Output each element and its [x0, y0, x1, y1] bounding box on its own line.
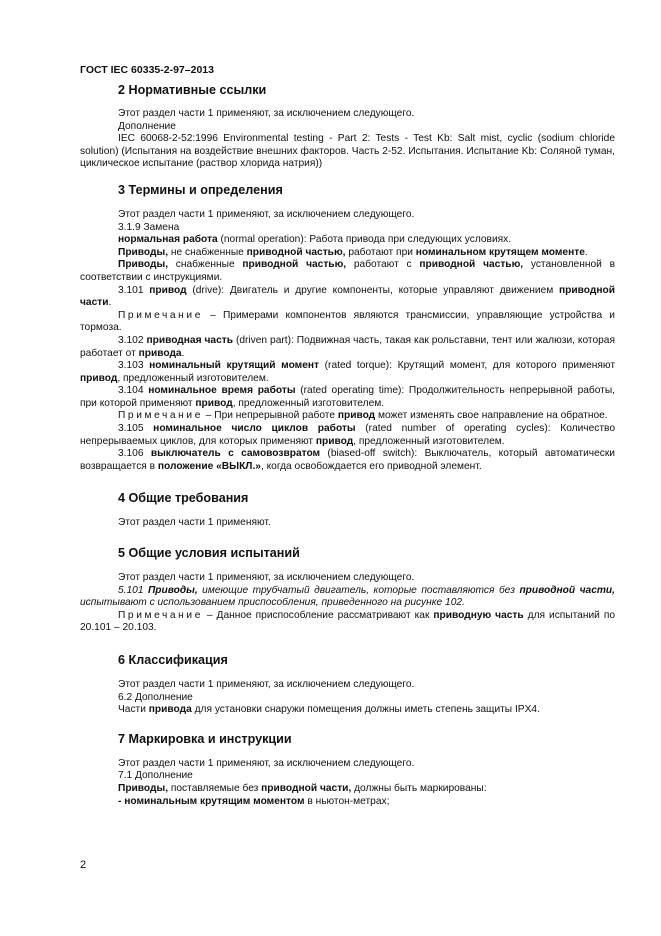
note-text: может изменять свое направление на обратное. [375, 410, 608, 422]
note-5-101 [80, 610, 615, 635]
section-2-reference: IEC 60068-2-52:1996 Environmental testing - Part 2: Tests - Test Kb: Salt mist, cyclic (sodium chloride solution) (Испытания на воздействие внешних факторов. Часть 2-52. Испытания. Испытание Kb: Соляной туман, циклическое испытание (раствор хлорида натрия)) [80, 133, 615, 170]
document-header: ГОСТ IEC 60335-2-97–2013 [80, 64, 214, 76]
term: номинальном крутящем моменте [415, 246, 585, 258]
term: приводной части, [261, 782, 352, 794]
clause-5-101 [80, 585, 615, 610]
text: работают при [345, 246, 416, 258]
term: Приводы, [147, 584, 198, 596]
clause-3-1-9: 3.1.9 Замена [118, 221, 180, 233]
term: номинальное время работы [148, 385, 296, 397]
term: Приводы, [118, 246, 169, 258]
note-label: Примечание [118, 309, 203, 321]
text: . [181, 347, 185, 359]
text: (rated operating time): Продолжительность непрерывной работы, при которой применяют [80, 385, 615, 409]
term: приводной части, [519, 584, 615, 596]
definition-3-106 [80, 448, 615, 473]
section-5-body [80, 572, 615, 635]
text: должны быть маркированы: [351, 782, 487, 794]
page-number: 2 [80, 859, 87, 871]
term: приводной частью, [246, 246, 346, 258]
term: нормальная работа [118, 234, 218, 246]
section-5-intro: Этот раздел части 1 применяют, за исключением следующего. [118, 572, 415, 584]
drives-with-driven-part [80, 259, 615, 284]
section-2-addition: Дополнение [118, 120, 176, 132]
text: (drive): Двигатель и другие компоненты, которые управляют движением [186, 284, 560, 296]
term: привода [138, 347, 182, 359]
section-4-intro: Этот раздел части 1 применяют. [118, 517, 271, 529]
term: приводная часть [146, 334, 233, 346]
text: в ньютон-метрах; [304, 795, 390, 807]
text: , предложенный изготовителем. [117, 372, 269, 384]
term: привода [148, 704, 192, 716]
note-3-104 [80, 410, 615, 423]
term: номинальный крутящий момент [149, 360, 320, 372]
term: приводную часть [433, 609, 524, 621]
normal-operation-definition [80, 234, 615, 247]
term: - номинальным крутящим моментом [118, 795, 305, 807]
term: привод [149, 284, 187, 296]
text: (biased-off switch): Выключатель, который автоматически возвращается в [80, 448, 615, 472]
term: приводной части [80, 284, 615, 309]
text: для установки снаружи помещения должны иметь степень защиты IPX4. [191, 704, 540, 716]
text: (rated number of operating cycles): Количество непрерываемых циклов, для которых применяют [80, 423, 615, 447]
term: привод [195, 397, 233, 409]
note-text: для испытаний по 20.101 – 20.103. [80, 609, 615, 634]
term: приводной частью, [242, 259, 347, 271]
note-text: – Примерами компонентов являются трансмиссии, управляющие устройства и тормоза. [80, 309, 615, 334]
text: испытывают с использованием приспособления, приведенного на рисунке 102. [80, 597, 465, 609]
definition-3-102 [80, 335, 615, 360]
definition-3-101 [80, 285, 615, 310]
section-2-intro: Этот раздел части 1 применяют, за исключением следующего. [118, 108, 415, 119]
term: Приводы, [118, 782, 169, 794]
page-content [80, 80, 615, 808]
text: . [584, 246, 588, 258]
section-7-heading: 7 Маркировка и инструкции [118, 731, 292, 746]
text: Части [118, 704, 149, 716]
clause-number: 3.105 [118, 423, 154, 435]
note-text: – Данное приспособление рассматривают как [202, 609, 434, 621]
clause-7-1-text [80, 783, 615, 796]
text: . [108, 297, 112, 309]
text: не снабженные [168, 246, 247, 258]
section-7-body [80, 758, 615, 808]
note-label: Примечание [118, 410, 203, 422]
term: приводной частью, [419, 259, 524, 271]
clause-6-2: 6.2 Дополнение [118, 691, 193, 703]
clause-number: 3.102 [118, 334, 147, 346]
text: поставляемые без [168, 782, 262, 794]
text: установленной в соответствии с инструкциями. [80, 259, 615, 283]
clause-6-2-text [80, 704, 615, 717]
text: , когда освобождается его приводной элемент. [260, 460, 482, 472]
term: номинальное число циклов работы [153, 423, 356, 435]
text: (driven part): Подвижная часть, такая как рольставни, тент или жалюзи, которая работает от [80, 334, 615, 359]
note-label: Примечание [118, 609, 203, 621]
text: , предложенный изготовителем. [353, 435, 505, 447]
section-7-intro: Этот раздел части 1 применяют, за исключением следующего. [118, 757, 415, 769]
section-6-body [80, 679, 615, 717]
term: Приводы, [118, 259, 169, 271]
section-6-intro: Этот раздел части 1 применяют, за исключением следующего. [118, 679, 415, 690]
text: имеющие трубчатый двигатель, которые поставляются без [197, 584, 520, 596]
clause-number: 3.103 [118, 360, 150, 372]
section-4-body [80, 517, 615, 530]
note-text: – При непрерывной работе [202, 410, 338, 422]
term: положение «ВЫКЛ.» [157, 460, 261, 472]
term: привод [80, 372, 118, 384]
text: (rated torque): Крутящий момент, для которого применяют [319, 360, 615, 372]
definition-3-103 [80, 360, 615, 385]
definition-3-104 [80, 385, 615, 410]
definition-3-105 [80, 423, 615, 448]
drives-without-driven-part [80, 247, 615, 260]
note-3-101 [80, 310, 615, 335]
term: выключатель с самовозвратом [150, 448, 321, 460]
clause-7-1: 7.1 Дополнение [118, 770, 193, 782]
section-3-intro: Этот раздел части 1 применяют, за исключением следующего. [118, 208, 415, 220]
list-item [80, 796, 615, 809]
section-5-heading: 5 Общие условия испытаний [118, 546, 300, 561]
section-3-body [80, 209, 615, 473]
section-2-heading: 2 Нормативные ссылки [118, 83, 267, 97]
clause-number: 3.106 [118, 448, 151, 460]
text: работают с [346, 259, 420, 271]
clause-number: 5.101 [118, 584, 148, 596]
section-6-heading: 6 Классификация [118, 653, 228, 667]
text: (normal operation): Работа привода при следующих условиях. [217, 234, 512, 246]
section-4-heading: 4 Общие требования [118, 491, 249, 506]
term: привод [315, 435, 354, 447]
clause-number: 3.101 [118, 284, 150, 296]
text: , предложенный изготовителем. [232, 397, 385, 409]
clause-number: 3.104 [118, 385, 149, 397]
term: привод [337, 410, 376, 422]
section-3-heading: 3 Термины и определения [118, 182, 283, 197]
text: снабженные [168, 259, 243, 271]
section-2-body [80, 108, 615, 171]
